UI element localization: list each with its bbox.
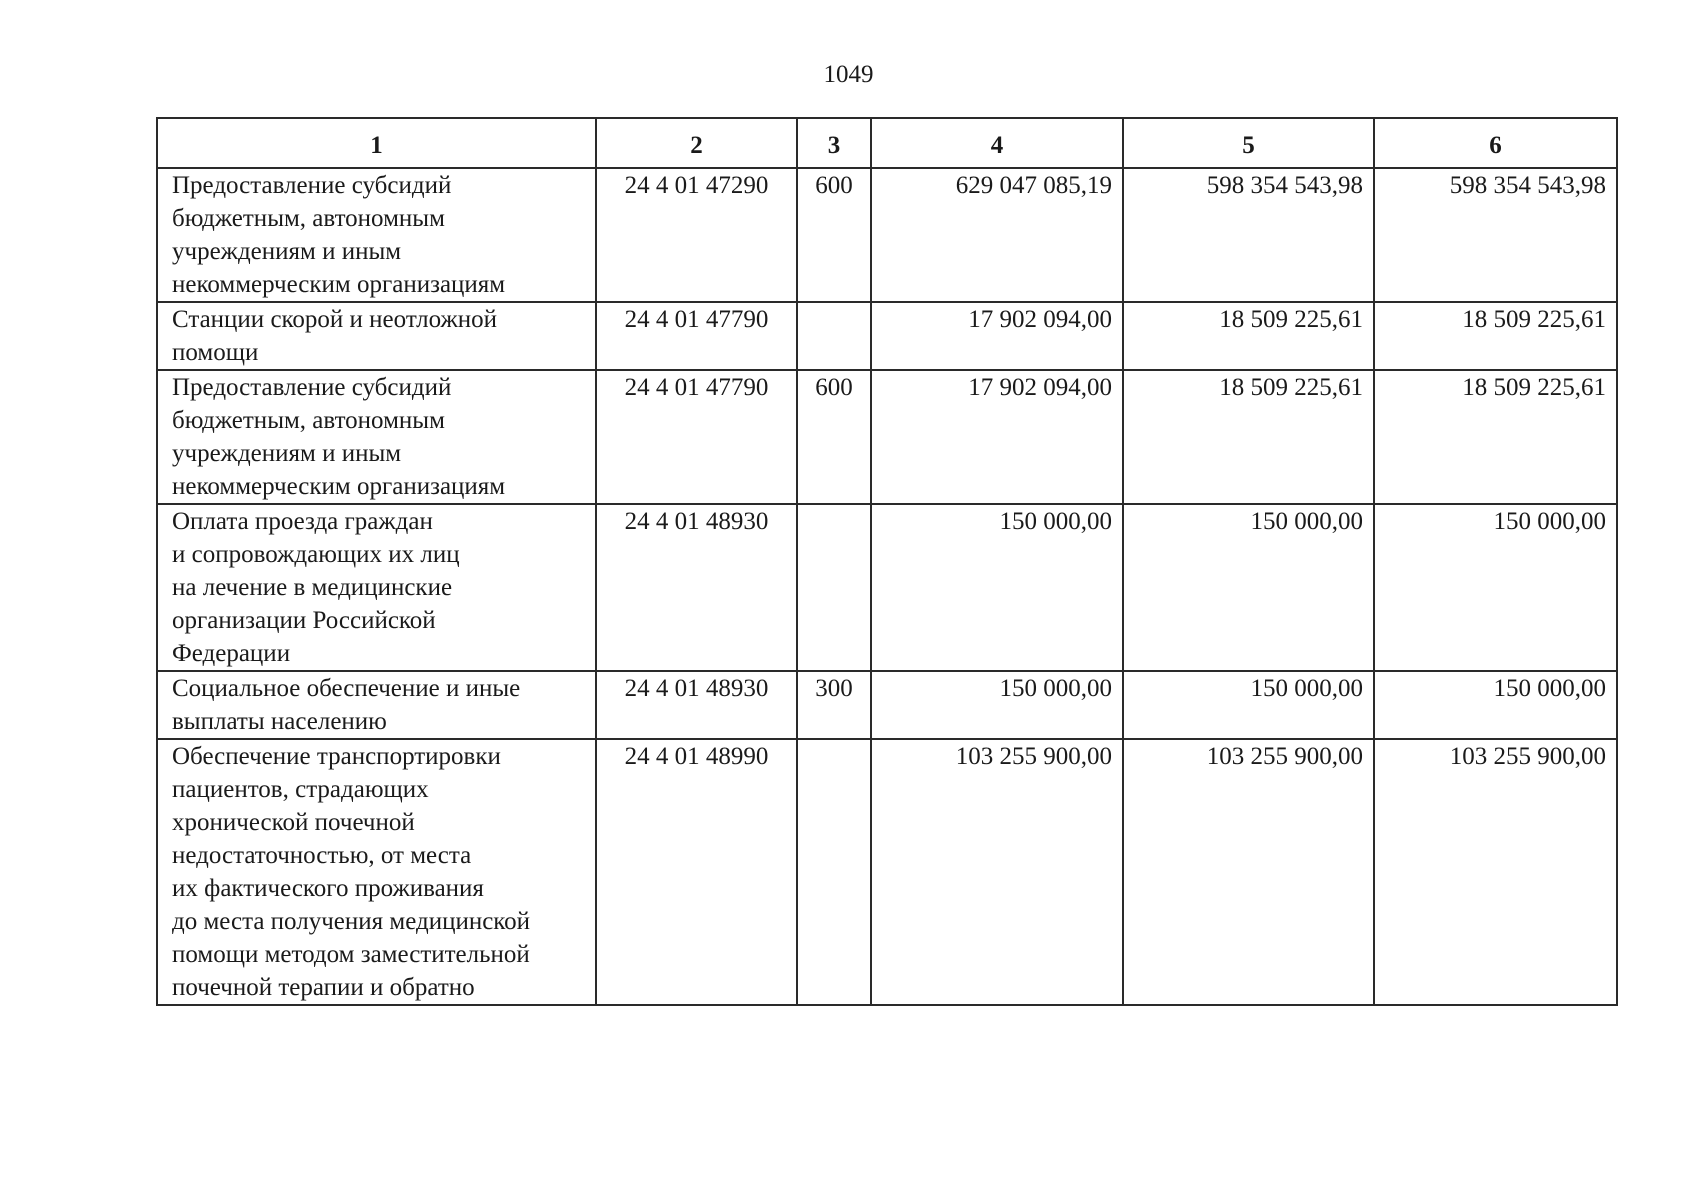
row-name-line: учреждениям и иным: [172, 238, 402, 265]
row-amount-col5: 598 354 543,98: [1123, 168, 1374, 302]
row-name-line: некоммерческим организациям: [172, 473, 506, 500]
row-name-line: их фактического проживания: [172, 875, 484, 902]
header-col-3: 3: [797, 118, 871, 168]
row-amount-col6: 150 000,00: [1374, 504, 1617, 671]
row-name-line: выплаты населению: [172, 708, 387, 735]
row-code: 24 4 01 48990: [596, 739, 797, 1005]
row-name-line: до места получения медицинской: [172, 908, 531, 935]
row-name-line: помощи методом заместительной: [172, 941, 530, 968]
row-expense-type: [797, 504, 871, 671]
row-amount-col4: 150 000,00: [871, 504, 1123, 671]
row-expense-type: [797, 739, 871, 1005]
row-amount-col4: 103 255 900,00: [871, 739, 1123, 1005]
header-col-1: 1: [157, 118, 596, 168]
row-amount-col4: 17 902 094,00: [871, 302, 1123, 370]
row-code: 24 4 01 47290: [596, 168, 797, 302]
row-name-line: организации Российской: [172, 607, 436, 634]
row-code: 24 4 01 48930: [596, 671, 797, 739]
header-col-6: 6: [1374, 118, 1617, 168]
row-name-line: на лечение в медицинские: [172, 574, 453, 601]
row-code: 24 4 01 47790: [596, 302, 797, 370]
row-amount-col5: 18 509 225,61: [1123, 370, 1374, 504]
row-name-line: Предоставление субсидий: [172, 172, 452, 199]
row-expense-type: 300: [797, 671, 871, 739]
row-expense-type: [797, 302, 871, 370]
table-row: [157, 370, 1617, 504]
row-name-line: некоммерческим организациям: [172, 271, 506, 298]
row-amount-col5: 150 000,00: [1123, 504, 1374, 671]
row-code: 24 4 01 47790: [596, 370, 797, 504]
row-name-line: почечной терапии и обратно: [172, 974, 475, 1001]
row-amount-col4: 629 047 085,19: [871, 168, 1123, 302]
row-name-line: Станции скорой и неотложной: [172, 306, 497, 333]
row-name-line: Федерации: [172, 640, 291, 667]
row-name-line: хронической почечной: [172, 809, 415, 836]
row-amount-col6: 598 354 543,98: [1374, 168, 1617, 302]
page-number: 1049: [823, 61, 874, 88]
row-name-line: недостаточностью, от места: [172, 842, 472, 869]
row-name: [157, 302, 596, 370]
table-row: [157, 504, 1617, 671]
row-amount-col5: 103 255 900,00: [1123, 739, 1374, 1005]
header-col-5: 5: [1123, 118, 1374, 168]
row-name-line: бюджетным, автономным: [172, 205, 445, 232]
header-row: [157, 118, 1617, 168]
row-name: [157, 168, 596, 302]
table-row: [157, 168, 1617, 302]
row-amount-col5: 150 000,00: [1123, 671, 1374, 739]
row-name-line: Обеспечение транспортировки: [172, 743, 501, 770]
row-name-line: и сопровождающих их лиц: [172, 541, 460, 568]
table-row: [157, 739, 1617, 1005]
budget-table: [156, 117, 1618, 1006]
row-name-line: Социальное обеспечение и иные: [172, 675, 521, 702]
row-name-line: Предоставление субсидий: [172, 374, 452, 401]
row-expense-type: 600: [797, 168, 871, 302]
row-code: 24 4 01 48930: [596, 504, 797, 671]
row-name: [157, 504, 596, 671]
row-name-line: пациентов, страдающих: [172, 776, 429, 803]
row-name-line: бюджетным, автономным: [172, 407, 445, 434]
row-amount-col5: 18 509 225,61: [1123, 302, 1374, 370]
row-expense-type: 600: [797, 370, 871, 504]
row-amount-col4: 17 902 094,00: [871, 370, 1123, 504]
header-col-4: 4: [871, 118, 1123, 168]
row-name: [157, 671, 596, 739]
row-name: [157, 739, 596, 1005]
row-name-line: учреждениям и иным: [172, 440, 402, 467]
row-amount-col4: 150 000,00: [871, 671, 1123, 739]
row-name-line: помощи: [172, 339, 259, 366]
header-col-2: 2: [596, 118, 797, 168]
row-name: [157, 370, 596, 504]
row-amount-col6: 18 509 225,61: [1374, 302, 1617, 370]
row-amount-col6: 103 255 900,00: [1374, 739, 1617, 1005]
row-name-line: Оплата проезда граждан: [172, 508, 433, 535]
table-row: [157, 302, 1617, 370]
row-amount-col6: 18 509 225,61: [1374, 370, 1617, 504]
row-amount-col6: 150 000,00: [1374, 671, 1617, 739]
table-row: [157, 671, 1617, 739]
